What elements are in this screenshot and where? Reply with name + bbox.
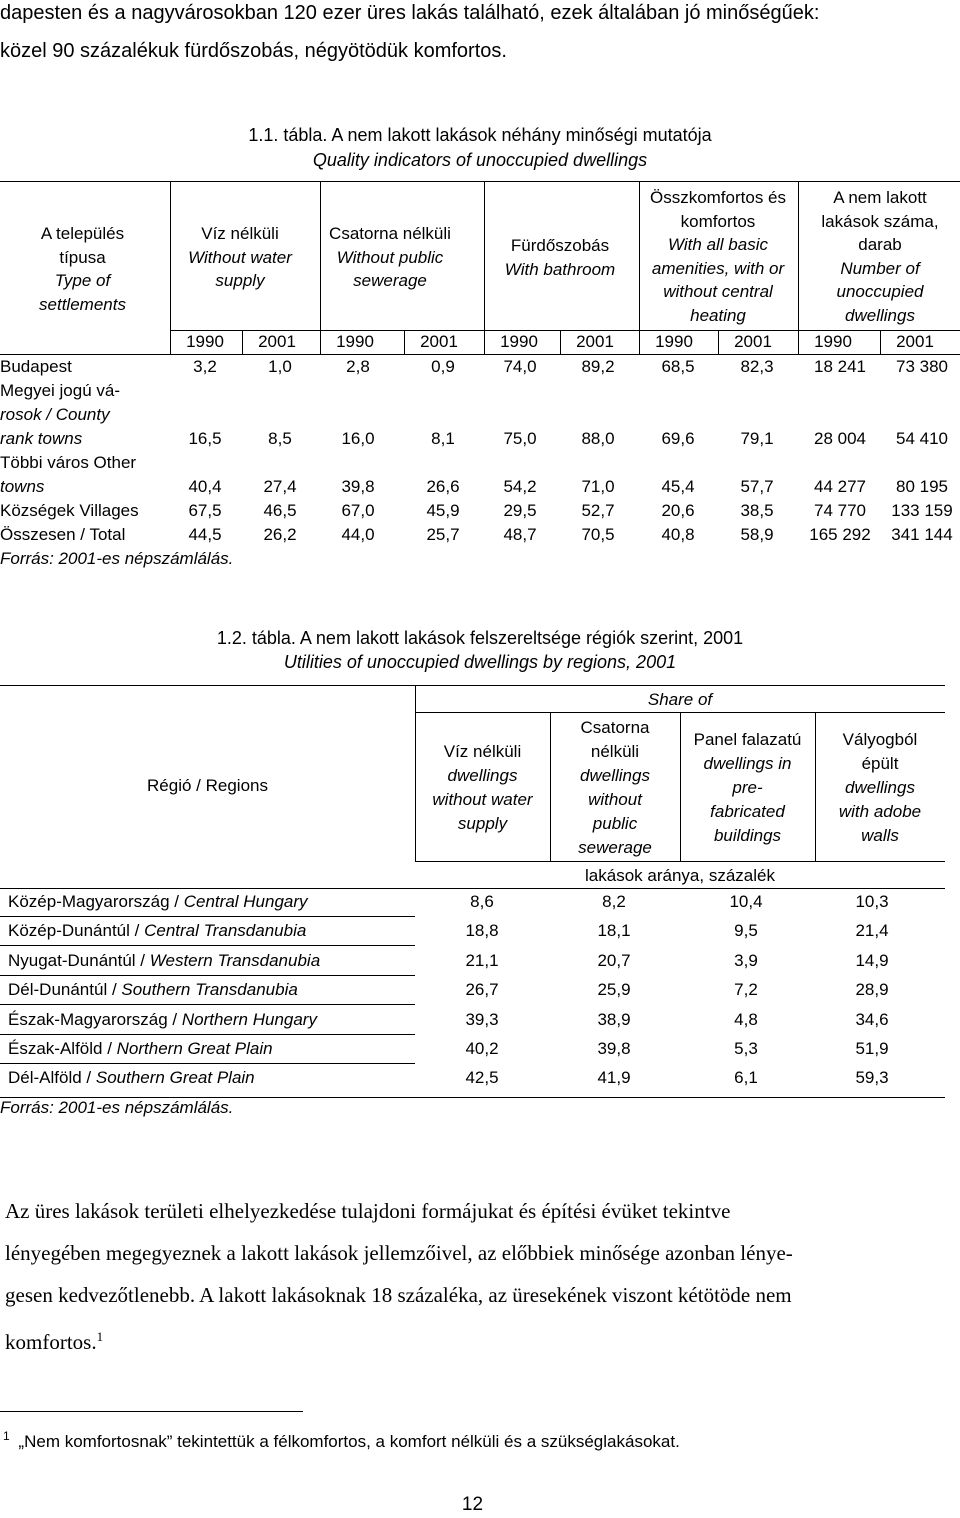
t2-row-rule xyxy=(0,1004,415,1005)
t2-col2-h: nélküli xyxy=(590,742,640,761)
t1-h-water-en-1: Without water xyxy=(188,247,292,267)
t1-h-water-en-2: supply xyxy=(215,271,265,290)
t1-h-bath-hu: Fürdőszobás xyxy=(510,236,610,255)
t1-cell: 48,7 xyxy=(503,525,537,544)
t1-cell: 29,5 xyxy=(503,501,537,520)
t1-cell: 28 004 xyxy=(814,429,866,448)
t1-cell: 54,2 xyxy=(503,477,537,496)
t1-cell: 27,4 xyxy=(263,477,297,496)
t2-col4-h: dwellings xyxy=(845,778,915,797)
t2-cell: 40,2 xyxy=(465,1039,499,1058)
t2-cell: 21,1 xyxy=(465,950,499,970)
t1-values xyxy=(0,355,960,555)
t1-header-settlement xyxy=(0,222,165,316)
t2-cell: 51,9 xyxy=(855,1039,889,1058)
t1-cell: 44,5 xyxy=(188,525,222,544)
t1-vdiv xyxy=(320,330,321,354)
t1-year: 1990 xyxy=(814,332,852,351)
t1-cell: 16,5 xyxy=(188,429,222,448)
t2-col2-h: dwellings xyxy=(580,766,650,785)
t1-vdiv xyxy=(798,181,799,330)
t2-row-rule xyxy=(0,945,415,946)
t1-vdiv xyxy=(639,181,640,330)
t1-cell: 44,0 xyxy=(341,525,375,544)
t2-cell: 38,9 xyxy=(597,1009,631,1029)
t2-region-label: Nyugat-Dunántúl / Western Transdanubia xyxy=(8,950,321,970)
intro-line-2: közel 90 százalékuk fürdőszobás, négyötödük komfortos. xyxy=(0,40,507,62)
body-paragraph xyxy=(5,1190,950,1363)
t2-col2-h: sewerage xyxy=(578,838,652,857)
t1-cell: 67,0 xyxy=(341,501,375,520)
t1-cell: 26,6 xyxy=(426,477,460,496)
t1-h-comf-hu-2: komfortos xyxy=(680,211,756,231)
t1-cell: 40,8 xyxy=(661,525,695,544)
t2-header-rule xyxy=(0,888,945,889)
t2-vdiv xyxy=(815,712,816,861)
t1-cell: 165 292 xyxy=(809,525,871,544)
t1-h-comf-en-1: With all basic xyxy=(668,235,768,254)
t2-col1-h: without water xyxy=(432,790,533,809)
t2-col1-h: dwellings xyxy=(447,766,518,785)
t2-cell: 21,4 xyxy=(855,921,889,941)
t1-cell: 74,0 xyxy=(503,357,537,376)
t2-row-rule xyxy=(0,1034,415,1035)
t1-source xyxy=(0,547,233,571)
t1-year: 2001 xyxy=(896,332,934,351)
t1-vdiv xyxy=(484,330,485,354)
t2-body xyxy=(0,890,945,1100)
table1-caption-en: Quality indicators of unoccupied dwellings xyxy=(312,150,648,170)
t2-col4-h: Vályogból xyxy=(842,730,918,749)
table2-caption-en: Utilities of unoccupied dwellings by regions, 2001 xyxy=(283,652,677,672)
t1-cell: 82,3 xyxy=(740,357,774,376)
t1-h-count-en-3: dwellings xyxy=(845,305,915,325)
t1-cell: 3,2 xyxy=(193,357,217,376)
t1-row-label: Összesen / Total xyxy=(0,525,126,544)
t1-cell: 69,6 xyxy=(661,429,695,448)
t1-row-label: Többi város Other xyxy=(0,453,137,472)
t2-cell: 14,9 xyxy=(855,950,889,970)
t1-vdiv xyxy=(320,181,321,330)
t1-row-label: Budapest xyxy=(0,357,72,376)
t1-h-sewer-hu: Csatorna nélküli xyxy=(329,224,451,243)
t1-cell: 71,0 xyxy=(581,477,615,496)
t2-cell: 8,6 xyxy=(470,892,494,911)
t1-cell: 39,8 xyxy=(341,477,375,496)
t2-cell: 10,3 xyxy=(855,892,889,911)
t1-h-bath-en: With bathroom xyxy=(504,259,616,279)
t1-cell: 18 241 xyxy=(814,357,866,376)
t1-h-settle-en-1: Type of xyxy=(54,271,111,290)
t1-year: 2001 xyxy=(576,332,614,351)
t1-cell: 67,5 xyxy=(188,501,222,520)
t1-cell: 73 380 xyxy=(896,357,948,376)
t2-cell: 4,8 xyxy=(734,1009,758,1029)
t2-cell: 5,3 xyxy=(734,1039,758,1058)
t1-year: 1990 xyxy=(655,332,693,351)
footnote-rule xyxy=(0,1411,303,1412)
t1-header-bath xyxy=(485,234,635,281)
t1-cell: 133 159 xyxy=(891,501,953,520)
t1-cell: 89,2 xyxy=(581,357,615,376)
t1-row-label-en: rank towns xyxy=(0,429,83,448)
t1-cell: 26,2 xyxy=(263,525,297,544)
t1-source-text: Forrás: 2001-es népszámlálás. xyxy=(0,549,234,568)
t1-h-settle-2: típusa xyxy=(59,247,106,267)
t1-cell: 0,9 xyxy=(431,357,455,376)
t1-row-label: Községek Villages xyxy=(0,501,139,520)
t1-h-sewer-en-1: Without public xyxy=(336,247,444,267)
t2-region-label: Dél-Dunántúl / Southern Transdanubia xyxy=(8,980,298,1000)
t2-cell: 9,5 xyxy=(734,921,758,941)
t2-col2-header xyxy=(550,716,680,860)
t2-region-label: Közép-Magyarország / Central Hungary xyxy=(8,892,308,911)
t2-cell: 10,4 xyxy=(729,892,763,911)
t1-header-water xyxy=(170,222,310,293)
t1-cell: 57,7 xyxy=(740,477,774,496)
t1-cell: 74 770 xyxy=(814,501,866,520)
t1-vdiv xyxy=(242,330,243,354)
t2-cell: 6,1 xyxy=(734,1068,758,1088)
table1-caption xyxy=(180,123,780,147)
t2-unit-top-rule xyxy=(415,861,945,862)
t2-col3-h: pre- xyxy=(732,778,763,797)
t1-cell: 88,0 xyxy=(581,429,615,448)
t1-row-label: Megyei jogú vá- xyxy=(0,381,121,400)
t1-h-comf-en-2: amenities, with or xyxy=(651,258,785,278)
paragraph-line-4-text: komfortos. xyxy=(5,1330,97,1354)
t2-vdiv xyxy=(550,712,551,861)
t1-cell: 341 144 xyxy=(891,525,953,544)
t2-vdiv xyxy=(415,685,416,861)
paragraph-line-1: Az üres lakások területi elhelyezkedése tulajdoni formájukat és építési évüket tekintve xyxy=(5,1199,731,1223)
t1-cell: 46,5 xyxy=(263,501,297,520)
t2-col4-h: with adobe xyxy=(838,802,922,821)
t2-cell: 8,2 xyxy=(602,892,626,911)
footnote xyxy=(3,1424,680,1454)
t2-region-header xyxy=(0,774,415,798)
t2-cell: 41,9 xyxy=(597,1068,631,1088)
t2-row-rule xyxy=(0,916,415,917)
t1-cell: 45,9 xyxy=(426,501,460,520)
t1-cell: 45,4 xyxy=(661,477,695,496)
t1-row-label-en: towns xyxy=(0,477,45,496)
t2-col3-h: dwellings in xyxy=(703,754,792,773)
t1-year: 2001 xyxy=(734,332,772,351)
t1-header-count xyxy=(800,186,960,327)
t1-h-count-en-1: Number of xyxy=(840,258,920,278)
t2-cell: 18,8 xyxy=(465,921,499,941)
t1-cell: 68,5 xyxy=(661,357,695,376)
t2-share-of: Share of xyxy=(647,690,713,709)
t1-cell: 8,1 xyxy=(431,429,455,448)
t1-h-count-hu-2: lakások száma, xyxy=(821,211,939,231)
t2-region-label: Észak-Magyarország / Northern Hungary xyxy=(8,1009,317,1029)
page-number: 12 xyxy=(461,1494,484,1515)
t1-vdiv xyxy=(880,330,881,354)
t1-cell: 54 410 xyxy=(896,429,948,448)
table2-top-rule xyxy=(0,685,945,686)
t1-year-row xyxy=(0,330,960,354)
t1-year: 1990 xyxy=(500,332,538,351)
t1-cell: 79,1 xyxy=(740,429,774,448)
t2-region-label: Dél-Alföld / Southern Great Plain xyxy=(8,1068,255,1088)
t2-cell: 34,6 xyxy=(855,1009,889,1029)
footnote-text: „Nem komfortosnak” tekintettük a félkomfortos, a komfort nélküli és a szükséglakásokat. xyxy=(18,1431,680,1451)
t2-source xyxy=(0,1096,233,1120)
t2-cell: 39,8 xyxy=(597,1039,631,1058)
intro-text xyxy=(0,0,960,69)
t1-h-count-hu-1: A nem lakott xyxy=(833,188,927,207)
t1-h-settle-1: A település xyxy=(40,224,125,243)
t2-col1-h: supply xyxy=(457,814,508,833)
t1-h-comf-hu-1: Összkomfortos és xyxy=(649,188,787,207)
table2-caption-hu: 1.2. tábla. A nem lakott lakások felszereltsége régiók szerint, 2001 xyxy=(216,628,744,648)
t1-cell: 40,4 xyxy=(188,477,222,496)
table1-top-rule xyxy=(0,181,960,182)
t1-year: 2001 xyxy=(420,332,458,351)
t2-cell: 20,7 xyxy=(597,950,631,970)
t2-cell: 25,9 xyxy=(597,980,631,1000)
t1-cell: 16,0 xyxy=(341,429,375,448)
footnote-ref: 1 xyxy=(96,1329,104,1344)
t1-h-water-hu: Víz nélküli xyxy=(201,224,279,243)
t1-cell: 75,0 xyxy=(503,429,537,448)
footnote-number: 1 xyxy=(3,1429,10,1443)
t2-col1-h: Víz nélküli xyxy=(443,742,522,761)
t1-vdiv xyxy=(718,330,719,354)
t1-vdiv xyxy=(639,330,640,354)
t1-row-label-en: rosok / County xyxy=(0,405,110,424)
t2-col4-h: épült xyxy=(861,754,899,773)
t1-cell: 20,6 xyxy=(661,501,695,520)
t1-vdiv xyxy=(484,181,485,330)
t1-year: 1990 xyxy=(336,332,374,351)
t2-region-label: Közép-Dunántúl / Central Transdanubia xyxy=(8,921,307,941)
t2-region-label: Észak-Alföld / Northern Great Plain xyxy=(8,1039,273,1058)
t1-vdiv xyxy=(560,330,561,354)
t2-col1-header xyxy=(415,740,550,836)
t2-cell: 42,5 xyxy=(465,1068,499,1088)
t1-h-comf-en-3: without central xyxy=(663,282,773,301)
t2-cell: 3,9 xyxy=(734,950,758,970)
t2-cell: 28,9 xyxy=(855,980,889,1000)
t2-col3-header xyxy=(680,728,815,848)
t1-header-comfort xyxy=(638,186,798,327)
t1-h-comf-en-4: heating xyxy=(690,305,746,325)
t1-cell: 80 195 xyxy=(896,477,948,496)
t1-h-settle-en-2: settlements xyxy=(39,294,126,314)
t2-col3-h: Panel falazatú xyxy=(693,730,802,749)
t1-header-sewer xyxy=(320,222,460,293)
t2-cell: 39,3 xyxy=(465,1009,499,1029)
t1-h-sewer-en-2: sewerage xyxy=(353,271,427,290)
t2-col2-h: without xyxy=(588,790,642,809)
t2-col2-h: public xyxy=(592,814,638,833)
t2-vdiv xyxy=(680,712,681,861)
t1-cell: 44 277 xyxy=(814,477,866,496)
table1-caption-hu: 1.1. tábla. A nem lakott lakások néhány minőségi mutatója xyxy=(248,125,712,145)
t2-col4-h: walls xyxy=(861,826,899,845)
t1-cell: 70,5 xyxy=(581,525,615,544)
t2-cell: 26,7 xyxy=(465,980,499,1000)
t1-vdiv xyxy=(170,330,171,354)
t2-cell: 18,1 xyxy=(597,921,631,941)
t2-cell: 59,3 xyxy=(855,1068,889,1088)
t1-cell: 52,7 xyxy=(581,501,615,520)
t1-year: 2001 xyxy=(258,332,296,351)
t1-vdiv xyxy=(404,330,405,354)
t1-cell: 8,5 xyxy=(268,429,292,448)
paragraph-line-3: gesen kedvezőtlenebb. A lakott lakásoknak 18 százaléka, az üresekének viszont kétötöde nem xyxy=(5,1283,792,1307)
t1-vdiv xyxy=(170,181,171,330)
t2-unit: lakások aránya, százalék xyxy=(585,866,775,885)
t2-region-header-text: Régió / Regions xyxy=(147,776,268,795)
t1-h-count-hu-3: darab xyxy=(858,235,902,254)
t2-col3-h: fabricated xyxy=(710,802,785,821)
paragraph-line-2: lényegében megegyeznek a lakott lakások jellemzőivel, az előbbiek minősége azonban lénye- xyxy=(5,1241,793,1265)
t1-cell: 38,5 xyxy=(740,501,774,520)
intro-line-1: dapesten és a nagyvárosokban 120 ezer üres lakás található, ezek általában jó minőségűek: xyxy=(0,2,820,24)
t1-cell: 25,7 xyxy=(426,525,460,544)
t2-source-text: Forrás: 2001-es népszámlálás. xyxy=(0,1098,234,1117)
t2-row-rule xyxy=(0,975,415,976)
t1-cell: 1,0 xyxy=(268,357,292,376)
t1-cell: 2,8 xyxy=(346,357,370,376)
t1-h-count-en-2: unoccupied xyxy=(836,282,924,301)
t2-col4-header xyxy=(815,728,945,848)
t2-row-rule xyxy=(0,1063,415,1064)
t2-col3-h: buildings xyxy=(713,826,782,845)
t2-col2-h: Csatorna xyxy=(580,718,650,737)
paragraph-line-4 xyxy=(5,1316,950,1363)
t1-vdiv xyxy=(798,330,799,354)
t1-year: 1990 xyxy=(186,332,224,351)
t2-cell: 7,2 xyxy=(734,980,758,1000)
t1-cell: 58,9 xyxy=(740,525,774,544)
